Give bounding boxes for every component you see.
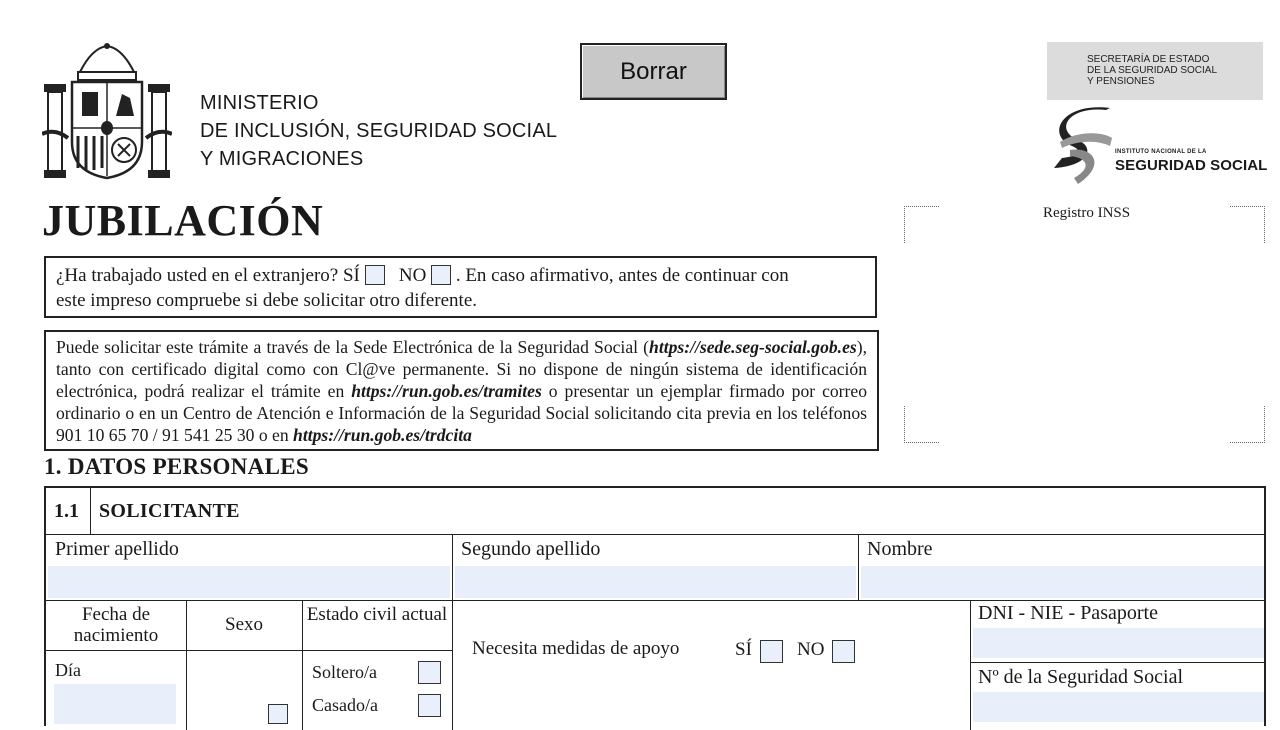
col-divider-dni [970,600,971,730]
nss-input[interactable] [973,692,1264,722]
extranjero-si-checkbox[interactable] [365,265,385,285]
secretaria-line-3: Y PENSIONES [1087,76,1155,87]
ministry-line-2: DE INCLUSIÓN, SEGURIDAD SOCIAL [200,120,558,142]
ministry-line-3: Y MIGRACIONES [200,148,364,170]
casado-checkbox[interactable] [418,694,441,717]
nombre-input[interactable] [861,566,1264,598]
registro-corner-bl [904,406,939,443]
solicitante-form [44,486,1266,726]
row-divider-dni [970,662,1266,663]
soltero-label: Soltero/a [312,662,377,682]
clear-form-button[interactable]: Borrar [580,43,727,100]
dni-input[interactable] [973,628,1264,658]
medidas-apoyo-label: Necesita medidas de apoyo [472,638,680,659]
extranjero-after: . En caso afirmativo, antes de continuar con [455,265,789,286]
sede-text-1: Puede solicitar este trámite a través de la Sede Electrónica de la Seguridad Social ( [56,337,650,357]
fecha-nacimiento-label: Fecha de nacimiento [73,604,159,646]
inss-institute-label: INSTITUTO NACIONAL DE LA [1115,149,1207,155]
casado-label: Casado/a [312,695,378,715]
registro-inss-label: Registro INSS [1043,205,1131,221]
segundo-apellido-input[interactable] [455,566,856,598]
secretaria-badge [1047,42,1263,100]
apoyo-no-checkbox[interactable] [832,640,855,663]
col-divider-apellidos [452,534,453,600]
dni-label: DNI - NIE - Pasaporte [978,602,1158,624]
extranjero-question: ¿Ha trabajado usted en el extranjero? SÍ [56,265,360,286]
row-divider-fecha [46,650,452,651]
secretaria-line-2: DE LA SEGURIDAD SOCIAL [1087,65,1218,76]
row-divider-2 [46,600,1266,601]
subsection-number: 1.1 [54,500,79,522]
sede-text-3: o presentar un ejemplar firmado por correo ordinario o en un Centro de Atención e Información de la Seguridad Social solicitando cita previa en los teléfonos 901 10 65 70 / 91 541 25 30 o en [56,381,867,445]
sede-text-2: ), tanto con certificado digital como con Cl@ve permanente. Si no dispone de ningún sistema de identificación electrónica, podrá realizar el trámite en [56,337,867,401]
apoyo-si-label: SÍ [735,639,752,660]
secretaria-line-1: SECRETARÍA DE ESTADO [1087,54,1210,65]
section-title: 1. DATOS PERSONALES [44,454,309,479]
subheader-divider [90,488,91,534]
col-divider-nombre [858,534,859,600]
segundo-apellido-label: Segundo apellido [461,538,601,560]
subsection-title: SOLICITANTE [99,500,240,522]
registro-corner-tl [904,206,939,243]
sexo-label: Sexo [225,614,263,635]
dia-label: Día [55,660,81,680]
col-divider-apoyo [452,600,453,730]
sexo-checkbox[interactable] [268,704,288,724]
nombre-label: Nombre [867,538,933,560]
row-divider-1 [46,534,1266,535]
sede-url-link[interactable]: https://sede.seg-social.gob.es [649,337,857,357]
inss-logo-icon [1048,106,1118,186]
extranjero-no-checkbox[interactable] [431,265,451,285]
apoyo-no-label: NO [797,639,825,660]
primer-apellido-input[interactable] [48,566,450,598]
extranjero-no-label: NO [398,265,427,286]
primer-apellido-label: Primer apellido [55,538,179,560]
tramites-url-link[interactable]: https://run.gob.es/tramites [351,381,542,401]
soltero-checkbox[interactable] [418,661,441,684]
document-title: JUBILACIÓN [42,196,324,245]
estado-civil-label: Estado civil actual [306,604,448,625]
nss-label: Nº de la Seguridad Social [978,666,1184,688]
extranjero-line-2: este impreso compruebe si debe solicitar otro diferente. [56,290,478,311]
cita-url-link[interactable]: https://run.gob.es/trdcita [293,425,472,445]
dia-input[interactable] [54,684,176,724]
ministry-line-1: MINISTERIO [200,92,319,114]
inss-name-label: SEGURIDAD SOCIAL [1115,157,1268,174]
apoyo-si-checkbox[interactable] [760,640,783,663]
registro-corner-tr [1230,206,1265,243]
sede-info-box [44,330,879,451]
coat-of-arms-icon [42,42,172,182]
extranjero-question-box [44,256,877,318]
registro-corner-br [1230,406,1265,443]
